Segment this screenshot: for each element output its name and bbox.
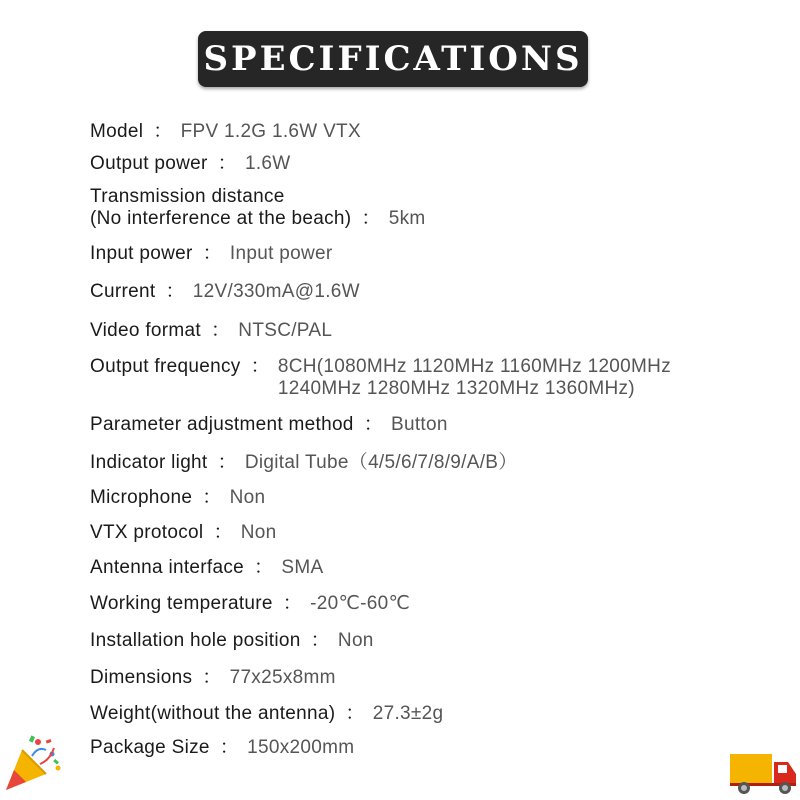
- spec-separator: ：: [217, 452, 237, 473]
- spec-separator: ：: [202, 667, 222, 688]
- spec-label: Video format: [90, 320, 201, 341]
- spec-row-vtx-protocol: [90, 522, 277, 544]
- spec-value-block: [278, 356, 671, 400]
- spec-value: Digital Tube（4/5/6/7/8/9/A/B）: [244, 452, 518, 473]
- spec-row-output-frequency: [90, 356, 671, 400]
- spec-label: Parameter adjustment method: [90, 414, 354, 435]
- spec-label: Package Size: [90, 737, 210, 758]
- spec-label: Antenna interface: [90, 557, 245, 578]
- spec-value: Non: [337, 630, 374, 651]
- spec-separator: ：: [310, 630, 330, 651]
- spec-separator: ：: [217, 153, 237, 174]
- spec-label: Transmission distance: [90, 186, 285, 207]
- spec-row-microphone: [90, 487, 265, 509]
- spec-label: Indicator light: [90, 452, 208, 473]
- spec-separator: ：: [165, 281, 185, 302]
- spec-row-package-size: [90, 737, 354, 759]
- spec-separator: ：: [345, 703, 365, 724]
- party-popper-icon: [2, 732, 64, 794]
- spec-row-weight: [90, 703, 443, 725]
- page-title: SPECIFICATIONS: [203, 39, 583, 79]
- spec-value: FPV 1.2G 1.6W VTX: [180, 121, 361, 142]
- spec-label: Output frequency: [90, 356, 241, 377]
- spec-value: 8CH(1080MHz 1120MHz 1160MHz 1200MHz: [277, 356, 671, 377]
- spec-label: Microphone: [90, 487, 193, 508]
- spec-label: Input power: [90, 243, 193, 264]
- spec-row-current: [90, 281, 360, 303]
- spec-row-working-temperature: [90, 593, 410, 615]
- spec-value: SMA: [281, 557, 324, 578]
- spec-value: Non: [240, 522, 277, 543]
- spec-separator: ：: [254, 557, 274, 578]
- delivery-truck-icon: [728, 752, 798, 796]
- spec-value: Button: [391, 414, 448, 435]
- spec-row-dimensions: [90, 667, 336, 689]
- spec-separator: ：: [213, 522, 233, 543]
- spec-label: Weight(without the antenna): [90, 703, 336, 724]
- spec-value: 1.6W: [244, 153, 291, 174]
- spec-label: Working temperature: [90, 593, 273, 614]
- spec-row-model: [90, 121, 361, 143]
- spec-separator: ：: [210, 320, 231, 341]
- spec-separator: ：: [282, 593, 303, 614]
- spec-row-transmission-distance: [90, 186, 426, 230]
- spec-label: VTX protocol: [90, 522, 204, 543]
- spec-label: Output power: [90, 153, 208, 174]
- spec-value: 77x25x8mm: [229, 667, 336, 688]
- spec-row-video-format: [90, 320, 332, 342]
- spec-label: Current: [90, 281, 156, 302]
- spec-separator: ：: [219, 737, 240, 758]
- spec-row-installation-hole: [90, 630, 374, 652]
- spec-value: 5km: [388, 208, 426, 229]
- spec-value: -20℃-60℃: [310, 593, 411, 614]
- spec-value: NTSC/PAL: [238, 320, 333, 341]
- spec-value: Non: [229, 487, 266, 508]
- spec-separator: ：: [202, 243, 222, 264]
- spec-row-antenna-interface: [90, 557, 323, 579]
- spec-separator: ：: [202, 487, 222, 508]
- spec-label: Dimensions: [90, 667, 193, 688]
- spec-separator: ：: [361, 208, 381, 229]
- spec-value: 150x200mm: [247, 737, 355, 758]
- spec-row-parameter-adjustment: [90, 414, 448, 436]
- spec-label: Model: [90, 121, 144, 142]
- spec-value: 12V/330mA@1.6W: [192, 281, 360, 302]
- spec-row-indicator-light: [90, 452, 518, 474]
- spec-row-input-power: [90, 243, 333, 265]
- spec-value: 27.3±2g: [372, 703, 444, 724]
- spec-label-line2: (No interference at the beach): [90, 208, 352, 229]
- spec-row-output-power: [90, 153, 291, 175]
- spec-value-line2: 1240MHz 1280MHz 1320MHz 1360MHz): [277, 378, 635, 399]
- title-banner: [198, 31, 588, 87]
- spec-label: Installation hole position: [90, 630, 301, 651]
- spec-separator: ：: [153, 121, 173, 142]
- spec-separator: ：: [363, 414, 383, 435]
- spec-separator: ：: [250, 356, 270, 377]
- spec-value: Input power: [229, 243, 333, 264]
